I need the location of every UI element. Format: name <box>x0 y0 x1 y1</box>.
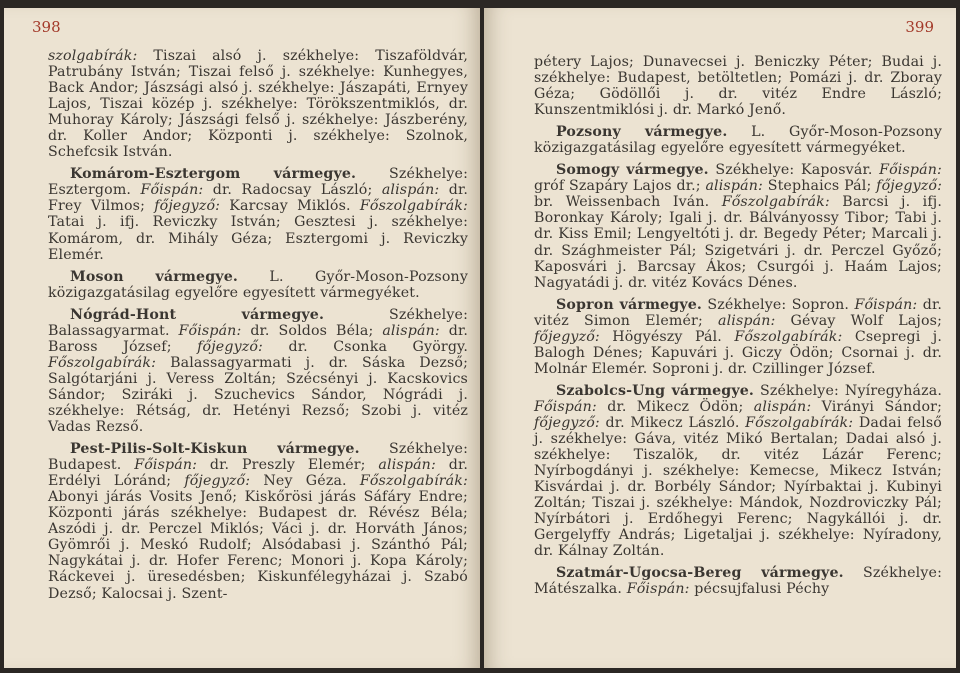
page-text <box>48 48 468 602</box>
county-entry: Somogy vármegye. Székhelye: Kaposvár. Főispán: gróf Szapáry Lajos dr.; alispán: Stephaics Pál; főjegyző: br. Weissenbach Iván. Főszolgabírák: Barcsi j. ifj. Boronkay Károly; Igali j. dr. Bálványossy Tibor; Tabi j. dr. Kiss Emil; Lengyeltóti j. dr. Begedy Péter; Marcali j. dr. Szághmeister Pál; Szigetvári j. dr. Perczel Győző; Kaposvári j. Barcsay Ákos; Csurgói j. Haám Lajos; Nagyatádi j. dr. vitéz Kovács Dénes. <box>534 162 943 291</box>
county-entry: Komárom-Esztergom vármegye. Székhelye: Esztergom. Főispán: dr. Radocsay László; alispán: dr. Frey Vilmos; főjegyző: Karcsay Miklós. Főszolgabírák: Tatai j. ifj. Reviczky István; Gesztesi j. székhelye: Komárom, dr. Mihály Géza; Esztergomi j. Reviczky Elemér. <box>48 166 469 263</box>
county-entry: Nógrád-Hont vármegye. Székhelye: Balassagyarmat. Főispán: dr. Soldos Béla; alispán: dr. Baross József; főjegyző: dr. Csonka György. Főszolgabírák: Balassagyarmati j. dr. Sáska Dezső; Salgótarjáni j. Veress Zoltán; Szécsényi j. Kacskovics Sándor; Sziráki j. Szuchevics Sándor, Nógrádi j. székhelye: Rétság, dr. Hetényi Rezső; Szobi j. vitéz Vadas Rezső. <box>48 306 468 436</box>
county-entry: Moson vármegye. L. Győr-Moson-Pozsony közigazgatásilag egyelőre egyesített vármegyéket. <box>48 268 468 301</box>
continued-paragraph: pétery Lajos; Dunavecsei j. Beniczky Péter; Budai j. székhelye: Budapest, betöltetlen; Pomázi j. dr. Zboray Géza; Gödöllői j. dr. vitéz Endre László; Kunszentmiklósi j. dr. Markó Jenő. <box>534 54 942 119</box>
page-number: 399 <box>905 18 934 36</box>
county-entry: Sopron vármegye. Székhelye: Sopron. Főispán: dr. vitéz Simon Elemér; alispán: Gévay Wolf Lajos; főjegyző: Högyészy Pál. Főszolgabírák: Csepregi j. Balogh Dénes; Kapuvári j. Giczy Ödön; Csornai j. dr. Molnár Elemér. Soproni j. dr. Czillinger József. <box>534 296 943 377</box>
county-entry: Szabolcs-Ung vármegye. Székhelye: Nyíregyháza. Főispán: dr. Mikecz Ödön; alispán: Virányi Sándor; főjegyző: dr. Mikecz László. Főszolgabírák: Dadai felső j. székhelye: Gáva, vitéz Mikó Bertalan; Dadai alsó j. székhelye: Tiszalök, dr. vitéz Lázár Ferenc; Nyírbogdányi j. székhelye: Kemecse, Mikecz István; Kisvárdai j. dr. Borbély Sándor; Nyírbaktai j. Kubinyi Zoltán; Tiszai j. székhelye: Mándok, Nozdroviczky Pál; Nyírbátori j. Erdőhegyi Ferenc; Nagykállói j. dr. Gergelyffy András; Ligetaljai j. székhelye: Nyíradony, dr. Kálnay Zoltán. <box>534 382 942 560</box>
continued-paragraph: szolgabírák: Tiszai alsó j. székhelye: Tiszaföldvár, Patrubány István; Tiszai felső j. székhelye: Kunhegyes, Back Andor; Jászsági alsó j. székhelye: Jászapáti, Ernyey Lajos, Tiszai közép j. székhelye: Törökszentmiklós, dr. Muhoray Károly; Jászsági felső j. székhelye: Jászberény, dr. Koller Andor; Központi j. székhelye: Szolnok, Schefcsik István. <box>48 48 468 161</box>
county-entry: Pozsony vármegye. L. Győr-Moson-Pozsony közigazgatásilag egyelőre egyesített vármegyéket. <box>534 124 942 157</box>
left-page <box>4 8 480 668</box>
page-text <box>534 54 942 598</box>
county-entry: Szatmár-Ugocsa-Bereg vármegye. Székhelye: Mátészalka. Főispán: pécsujfalusi Péchy <box>534 565 942 598</box>
page-number: 398 <box>32 18 61 36</box>
right-page <box>484 8 956 668</box>
county-entry: Pest-Pilis-Solt-Kiskun vármegye. Székhelye: Budapest. Főispán: dr. Preszly Elemér; alispán: dr. Erdélyi Lóránd; főjegyző: Ney Géza. Főszolgabírák: Abonyi járás Vosits Jenő; Kiskőrösi járás Sáfáry Endre; Központi járás székhelye: Budapest dr. Révész Béla; Aszódi j. dr. Perczel Miklós; Váci j. dr. Horváth János; Gyömrői j. Meskó Rudolf; Alsódabasi j. Szánthó Pál; Nagykátai j. dr. Hofer Ferenc; Monori j. Kopa Károly; Ráckevei j. üresedésben; Kiskunfélegyházai j. Szabó Dezső; Kalocsai j. Szent- <box>48 441 468 602</box>
